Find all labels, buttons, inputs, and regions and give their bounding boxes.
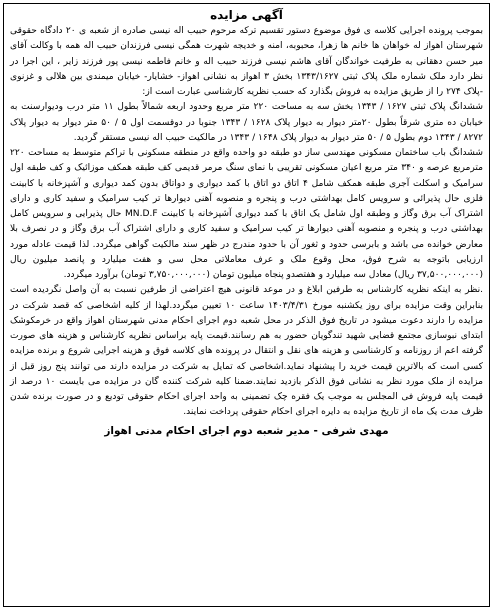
notice-signature: مهدی شرفی - مدیر شعبه دوم اجرای احکام مدنی اهواز xyxy=(104,424,389,437)
notice-paragraph-building-description: ششدانگ باب ساختمان مسکونی مهندسی ساز دو طبقه دو واحده واقع در منطقه مسکونی با تراکم متوسط به مساحت ۲۲۰ مترمربع عرصه و ۳۴۰ متر مربع اعیان مسکونی تقریبی با نمای سنگ مرمر قدیمی کف طبقه همکف موزائیک و کف طبقه اول سرامیک و اسکلت آجری طبقه همکف شامل ۴ اتاق دو اتاق با کمد دیواری و دواتاق بدون کمد دیواری و آشپزخانه با کابینت فلزی حال پذیرائی و سرویس کامل بهداشتی درب و پنجره و منصوبه آهنی دیوارها تر کیب سرامیک و سفید کاری و دارای اشتراک آب برق وگاز و وطبقه اول شامل یک اتاق با کمد دیواری آشپزخانه با کابینت MN.D.F حال پذیرایی و سرویس کامل بهداشتی درب و پنجره و منصوبه آهنی دیوارها تر کیب سرامیک و سفید کاری و دارای اشتراک آب برق وگاز و در نصرف بلا معارض خوانده می باشد و بابرسی حدود و ثغور آن با حدود مندرج در ظهر سند مالکیت گواهی میگردد. لذا قیمت عادله مورد ارزیابی باتوجه به شرح فوق، محل وقوع ملک و عرف معاملاتی محل سی و هفت میلیارد و پانصد میلیون ریال (۳۷,۵۰۰,۰۰۰,۰۰۰ ریال) معادل سه میلیارد و هفتصدو پنجاه میلیون تومان (۳,۷۵۰,۰۰۰,۰۰۰ تومان) برآورد میگردد. xyxy=(10,148,484,280)
notice-title: آگهی مزایده xyxy=(210,8,283,22)
notice-body xyxy=(10,24,483,421)
notice-paragraph-auction-terms: .نظر به اینکه نظریه کارشناس به طرفین ابلاغ و در موعد قانونی هیچ اعتراضی از طرفین نسبت به آن واصل نگردیده است بنابراین وقت مزایده برای روز یکشنبه مورخ ۱۴۰۳/۴/۳۱ ساعت ۱۰ تعیین میگردد.لهذا از کلیه اشخاصی که قصد شرکت در مزایده را دارند دعوت میشود در تاریخ فوق الذکر در محل شعبه دوم اجرای احکام مدنی شهرستان اهواز واقع در خرمکوشک ابتدای نبوسازی مجتمع قضایی شهید تندگویان حضور به هم رسانند.قیمت پایه براساس نظریه کارشناس و هزینه های صورت گرفته اعم از روزنامه و کارشناسی و هزینه های نقل و انتقال در پرونده های کلاسه فوق و هزینه اجرایی شروع و برنده مزایده کسی است که بالاترین قیمت خرید را پیشنهاد نماید.اشخاصی که تمایل به شرکت در مزایده دارند می توانند پنج روز قبل از مزایده از ملک مورد نظر به نشانی فوق الذکر بازدید نمایند.ضمنا کلیه شرکت کننده گان در مزایده می بایست ۱۰ درصد از قیمت پایه فروش فی المجلس به موجب یک فقره چک تضمینی به واحد اجرای احکام حقوقی تودیع و در صورت برنده شدن ظرف مدت یک ماه از تاریخ مزایده به دایره اجرای احکام حقوقی پرداخت نمایند. xyxy=(10,285,483,418)
notice-paragraph-intro: بموجب پرونده اجرایی کلاسه ی فوق موضوع دستور تقسیم ترکه مرحوم حبیب اله نیسی صادره از شعبه ی ۲۰ دادگاه حقوقی شهرستان اهواز له خواهان ها خانم ها زهرا، محبوبه، امنه و خدیجه شهرت همگی نیسی فرزندان حبیب اله همه با وکالت آقای میر حسن دهقانی به طرفیت خواندگان آقای هاشم نیسی فرزند حبیب اله و خانم فاطمه نیسی پور فرزند زایر ، این اجرا در نظر دارد ملک شماره ملک پلاک ثبتی ۱۳۴۳/۱۶۲۷ بخش ۳ اهواز به نشانی اهواز- خشایار- خیابان میمندی بین هلالی و غزنوی -پلاک ۲۷۴ را از طریق مزایده به فروش بگذارد که حسب نظریه کارشناسی عبارت است از: xyxy=(10,26,483,97)
auction-notice xyxy=(3,3,490,607)
notice-paragraph-property-bounds: ششدانگ پلاک ثبتی ۱۶۲۷ / ۱۳۴۳ بخش سه به مساحت ۲۲۰ متر مربع وحدود اربعه شمالاً بطول ۱۱ متر درب ودیوارسنت به خیابان ده متری شرقاً بطول ۲۰متر دیوار به دیوار پلاک ۱۶۲۸ / ۱۳۴۳ جنوبا در دوقسمت اول ۵ / ۵۰ متر دیوار به دیوار پلاک ۸۲۷۲ / ۱۳۴۳ دوم بطول ۵ / ۵۰ متر دیوار به دیوار پلاک ۱۶۴۸ / ۱۳۴۳ در مالکیت حبیب اله نیسی مستقر گردید. xyxy=(10,102,483,143)
